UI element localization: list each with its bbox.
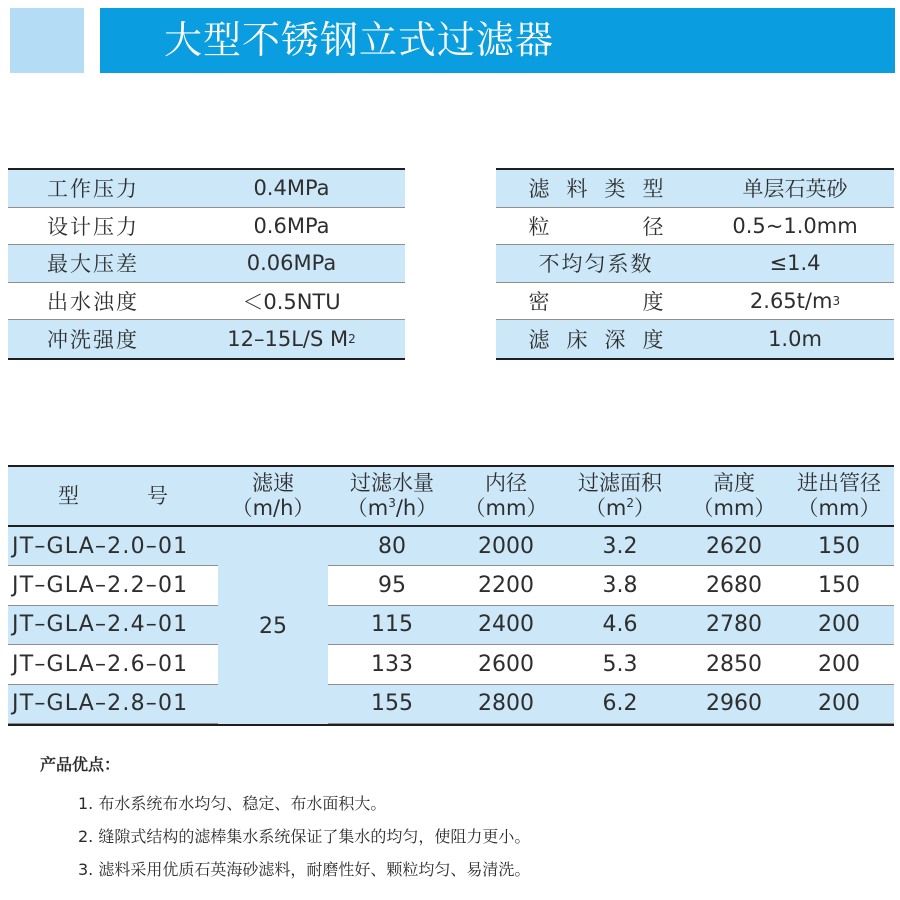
area-cell: 6.2 xyxy=(602,691,638,717)
area-cell: 3.8 xyxy=(602,573,638,599)
model-cell: JT–GLA–2.6–01 xyxy=(12,651,189,677)
advantage-item: 3. 滤料采用优质石英海砂滤料，耐磨性好、颗粒均匀、易清洗。 xyxy=(78,860,531,879)
spec-value: ＜0.5NTU xyxy=(242,290,341,315)
models-table-header xyxy=(8,467,894,527)
spec-value: 0.4MPa xyxy=(253,176,330,201)
spec-label: 冲洗强度 xyxy=(47,328,139,353)
spec-label: 密 度 xyxy=(528,290,664,315)
spec-row xyxy=(496,320,894,358)
spec-label: 工作压力 xyxy=(47,177,139,202)
spec-label: 滤 床 深 度 xyxy=(528,328,664,353)
table-row xyxy=(8,606,894,645)
model-cell: JT–GLA–2.4–01 xyxy=(12,612,189,638)
media-specs-table xyxy=(496,168,894,360)
models-table xyxy=(8,465,894,726)
area-cell: 3.2 xyxy=(602,533,638,559)
spec-row xyxy=(496,245,894,283)
operating-specs-table xyxy=(8,168,405,360)
spec-value: 0.5~1.0mm xyxy=(732,213,858,238)
spec-row xyxy=(8,283,405,321)
header-diameter: 内径 （mm） xyxy=(464,471,548,520)
table-row xyxy=(8,645,894,684)
advantages-title: 产品优点： xyxy=(40,755,121,774)
spec-label: 粒 径 xyxy=(528,214,664,239)
spec-row xyxy=(8,208,405,246)
spec-value: 1.0m xyxy=(768,327,822,352)
header-flow: 过滤水量 $(m^3/h)$ xyxy=(346,471,438,520)
pipe-cell: 200 xyxy=(818,651,860,677)
spec-row xyxy=(8,170,405,208)
table-row xyxy=(8,566,894,605)
header-model: 型 号 xyxy=(58,483,168,508)
diameter-cell: 2800 xyxy=(478,691,534,717)
diameter-cell: 2400 xyxy=(478,612,534,638)
pipe-cell: 200 xyxy=(818,612,860,638)
table-row xyxy=(8,685,894,724)
page-title: 大型不锈钢立式过滤器 xyxy=(164,18,555,62)
flow-cell: 95 xyxy=(378,573,406,599)
height-cell: 2850 xyxy=(706,651,762,677)
spec-value: 12–15L/S M 2 xyxy=(227,327,356,352)
flow-cell: 133 xyxy=(371,651,413,677)
spec-label: 不均匀系数 xyxy=(538,252,654,277)
spec-label: 最大压差 xyxy=(47,252,139,277)
area-cell: 5.3 xyxy=(602,651,638,677)
flow-cell: 115 xyxy=(371,612,413,638)
spec-row xyxy=(496,283,894,321)
spec-row xyxy=(8,245,405,283)
advantage-item: 2. 缝隙式结构的滤棒集水系统保证了集水的均匀，使阻力更小。 xyxy=(78,827,531,846)
spec-row xyxy=(496,208,894,246)
model-cell: JT–GLA–2.0–01 xyxy=(12,533,189,559)
diameter-cell: 2600 xyxy=(478,651,534,677)
spec-value: ≤1.4 xyxy=(769,251,821,276)
spec-label: 滤 料 类 型 xyxy=(528,177,664,202)
spec-label: 设计压力 xyxy=(47,214,139,239)
pipe-cell: 200 xyxy=(818,691,860,717)
header-area: 过滤面积 $(m^2)$ xyxy=(578,471,662,520)
area-cell: 4.6 xyxy=(602,612,638,638)
spec-row xyxy=(496,170,894,208)
pipe-cell: 150 xyxy=(818,533,860,559)
pipe-cell: 150 xyxy=(818,573,860,599)
diameter-cell: 2000 xyxy=(478,533,534,559)
speed-merged-cell: 25 xyxy=(218,529,328,724)
flow-cell: 80 xyxy=(378,533,406,559)
spec-label: 出水浊度 xyxy=(47,290,139,315)
height-cell: 2680 xyxy=(706,573,762,599)
header-bar xyxy=(100,8,895,73)
spec-value: 0.06MPa xyxy=(246,251,337,276)
model-cell: JT–GLA–2.8–01 xyxy=(12,691,189,717)
spec-value: 0.6MPa xyxy=(253,213,330,238)
diameter-cell: 2200 xyxy=(478,573,534,599)
advantage-item: 1. 布水系统布水均匀、稳定、布水面积大。 xyxy=(78,794,387,813)
header-pipe: 进出管径 （mm） xyxy=(797,471,881,520)
advantages-section xyxy=(40,752,530,886)
spec-row xyxy=(8,320,405,358)
height-cell: 2620 xyxy=(706,533,762,559)
model-cell: JT–GLA–2.2–01 xyxy=(12,573,189,599)
header-height: 高度 （mm） xyxy=(692,471,776,520)
height-cell: 2960 xyxy=(706,691,762,717)
spec-value: 单层石英砂 xyxy=(742,177,848,202)
spec-value: 2.65t/m 3 xyxy=(749,289,841,314)
header-accent-block xyxy=(10,8,84,73)
height-cell: 2780 xyxy=(706,612,762,638)
header-speed: 滤速 （m/h） xyxy=(231,471,315,520)
table-row xyxy=(8,527,894,566)
flow-cell: 155 xyxy=(371,691,413,717)
